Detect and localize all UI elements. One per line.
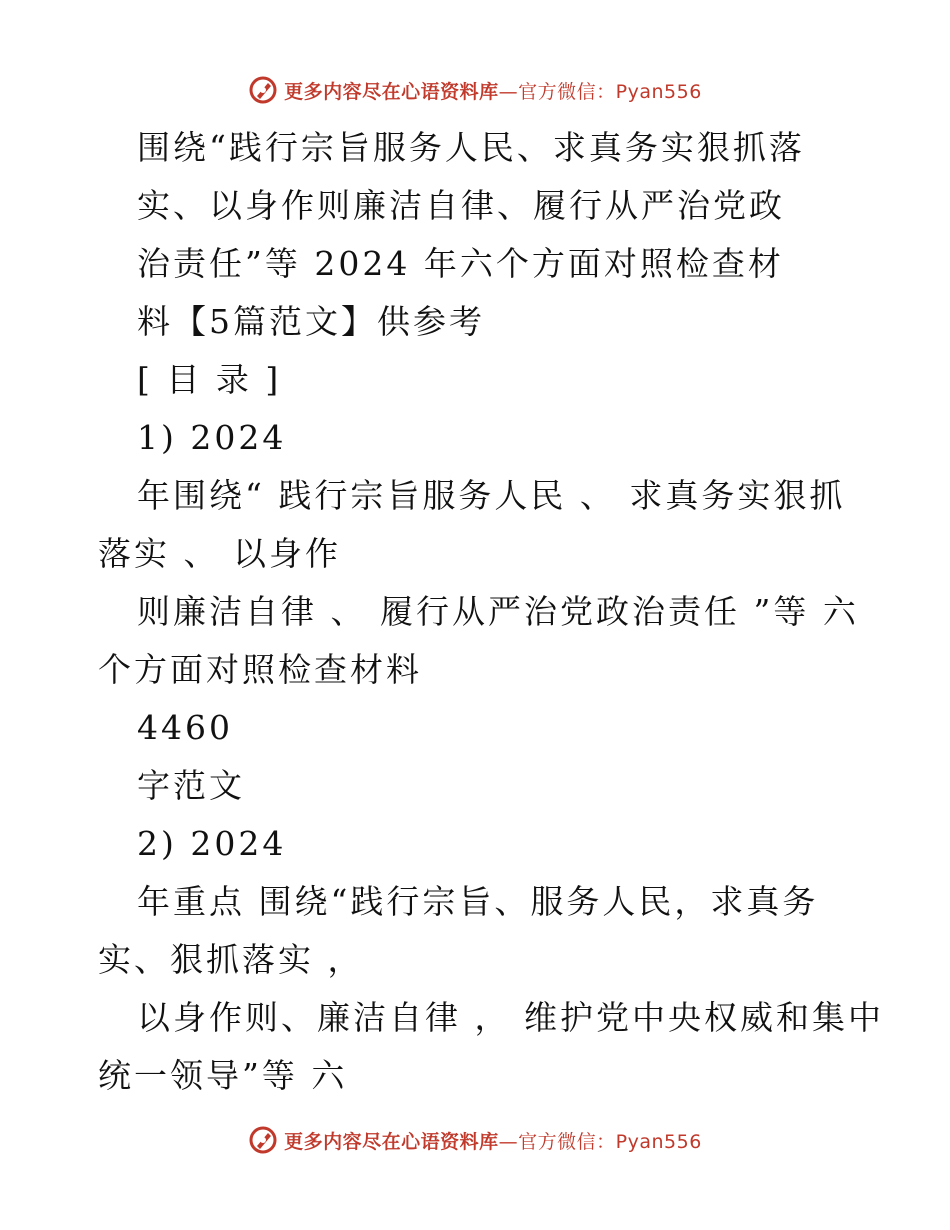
text-line: 统一领导”等 六 (98, 1056, 348, 1095)
watermark-official: 官方微信：Pyan556 (518, 80, 702, 103)
watermark-official: 官方微信：Pyan556 (518, 1130, 702, 1153)
text-line: 则廉洁自律 、 履行从严治党政治责任 ”等 六 (137, 592, 859, 631)
text-line: 料【5篇范文】供参考 (137, 302, 485, 341)
pen-logo-icon (248, 1125, 278, 1155)
text-line: 落实 、 以身作 (98, 534, 341, 573)
watermark-text (284, 77, 702, 104)
watermark-footer (0, 1120, 950, 1160)
text-line: 治责任”等 2024 年六个方面对照检查材 (137, 244, 784, 283)
text-line: 以身作则、廉洁自律 ， 维护党中央权威和集中 (137, 998, 884, 1037)
text-line: 4460 (137, 708, 233, 747)
text-line: 实、狠抓落实 ， (98, 940, 364, 979)
watermark-text (284, 1127, 702, 1154)
text-line: 个方面对照检查材料 (98, 650, 422, 689)
watermark-main: 更多内容尽在心语资料库 (284, 1130, 499, 1153)
toc-heading: [ 目 录 ] (137, 360, 282, 399)
watermark-header (0, 70, 950, 110)
watermark-separator: — (498, 80, 519, 103)
pen-logo-icon (248, 75, 278, 105)
text-line: 年围绕“ 践行宗旨服务人民 、 求真务实狠抓 (137, 476, 846, 515)
text-line: 实、以身作则廉洁自律、履行从严治党政 (137, 186, 785, 225)
text-line: 字范文 (137, 766, 245, 805)
watermark-main: 更多内容尽在心语资料库 (284, 80, 499, 103)
toc-item-number: 1) 2024 (137, 418, 287, 457)
toc-item-number: 2) 2024 (137, 824, 287, 863)
text-line: 年重点 围绕“践行宗旨、服务人民，求真务 (137, 882, 819, 921)
text-line: 围绕“践行宗旨服务人民、求真务实狠抓落 (137, 128, 805, 167)
watermark-separator: — (498, 1130, 519, 1153)
